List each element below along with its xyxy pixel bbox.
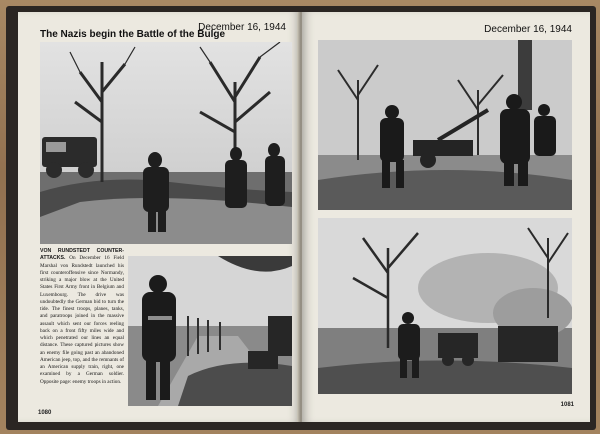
left-page — [18, 12, 300, 422]
right-page — [302, 12, 590, 422]
photo-soldiers-by-jeep — [40, 42, 292, 244]
left-page-date: December 16, 1944 — [198, 22, 286, 33]
page-number-left: 1080 — [38, 410, 52, 416]
photo-caption — [40, 248, 124, 386]
page-number-right: 1081 — [560, 402, 574, 408]
caption-body: On December 16 Field Marshal von Rundstedt launched his first counteroffensive since Normandy, striking a major blow at the United States First Army front in Belgium and Luxembourg. The drive was undoubtedly the German bid to turn the tide. The finest troops, planes, tanks, and paratroops joined in the massive assault which sent our forces reeling back on a front fifty miles wide and which penetrated our lines an equal distance. These captured pictures show an enemy file going past an abandoned American jeep, top, and the remnants of an American supply train, right, one examined by a German soldier. Opposite page: enemy troops in action. — [40, 255, 124, 385]
right-page-date: December 16, 1944 — [484, 24, 572, 35]
photo-burning-convoy — [318, 218, 572, 394]
photo-supply-train-wreck — [128, 256, 292, 406]
caption-lead: VON RUNDSTEDT COUNTER-ATTACKS. — [40, 248, 124, 262]
page-title: The Nazis begin the Battle of the Bulge — [40, 29, 226, 40]
photo-infantry-advance-road — [318, 40, 572, 210]
